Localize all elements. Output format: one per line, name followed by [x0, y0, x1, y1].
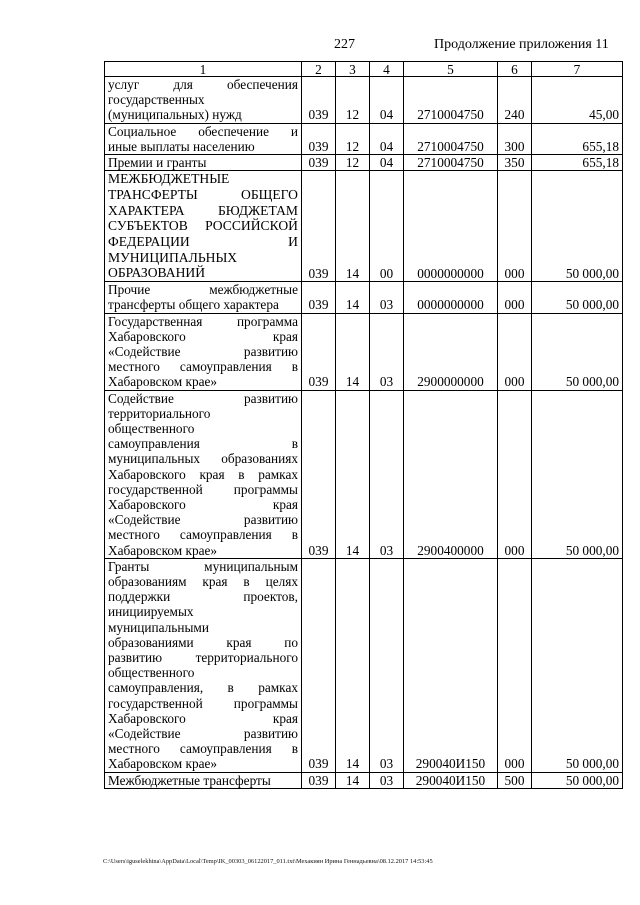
column-number-row	[105, 62, 623, 77]
column-header-3: 3	[336, 62, 370, 77]
row-name-line: «Содействие развитию	[108, 726, 298, 742]
continuation-label: Продолжение приложения 11	[434, 37, 609, 52]
row-name-cell	[105, 155, 302, 171]
expense-type-cell: 300	[498, 123, 532, 154]
target-article-cell: 290040И150	[404, 772, 498, 788]
row-name-line: Гранты муниципальным	[108, 558, 298, 574]
row-name-line: Государственная программа	[108, 313, 298, 329]
row-name-line: образованиями края по	[108, 634, 298, 650]
column-header-7: 7	[532, 62, 623, 77]
row-name-cell	[105, 77, 302, 124]
row-name-line: иные выплаты населению	[108, 138, 255, 154]
row-name-cell	[105, 171, 302, 282]
row-name-line: (муниципальных) нужд	[108, 107, 242, 123]
row-name-line: Премии и гранты	[108, 155, 207, 171]
admin-code-cell: 039	[302, 390, 336, 558]
table-row	[105, 171, 623, 282]
expense-type-cell: 000	[498, 171, 532, 282]
row-name-line: Хабаровского края	[108, 710, 298, 726]
target-article-cell: 0000000000	[404, 282, 498, 313]
row-name-line: услуг для обеспечения	[108, 77, 298, 92]
section-code-cell: 12	[336, 77, 370, 124]
row-name-cell	[105, 558, 302, 772]
table-row	[105, 313, 623, 390]
amount-cell: 50 000,00	[532, 390, 623, 558]
row-name-line: местного самоуправления в	[108, 359, 298, 375]
target-article-cell: 2710004750	[404, 123, 498, 154]
admin-code-cell: 039	[302, 155, 336, 171]
target-article-cell: 2710004750	[404, 77, 498, 124]
row-name-cell	[105, 123, 302, 154]
row-name-line: государственных	[108, 92, 205, 108]
page-number: 227	[334, 37, 355, 52]
table-row	[105, 123, 623, 154]
row-name-line: образованиям края в целях	[108, 574, 298, 589]
row-name-line: местного самоуправления в	[108, 741, 298, 757]
row-name-cell	[105, 313, 302, 390]
row-name-line: развитию территориального	[108, 650, 298, 666]
section-code-cell: 12	[336, 123, 370, 154]
row-name-line: муниципальных образованиях	[108, 451, 298, 467]
row-name-line: Содействие развитию	[108, 390, 298, 406]
row-name-line: СУБЪЕКТОВ РОССИЙСКОЙ	[108, 218, 298, 234]
admin-code-cell: 039	[302, 772, 336, 788]
section-code-cell: 14	[336, 282, 370, 313]
subsection-code-cell: 03	[370, 558, 404, 772]
amount-cell: 50 000,00	[532, 772, 623, 788]
section-code-cell: 14	[336, 171, 370, 282]
column-header-6: 6	[498, 62, 532, 77]
admin-code-cell: 039	[302, 123, 336, 154]
column-header-4: 4	[370, 62, 404, 77]
admin-code-cell: 039	[302, 282, 336, 313]
row-name-line: Хабаровском крае»	[108, 756, 218, 772]
subsection-code-cell: 03	[370, 313, 404, 390]
row-name-cell	[105, 390, 302, 558]
subsection-code-cell: 00	[370, 171, 404, 282]
row-name-line: ХАРАКТЕРА БЮДЖЕТАМ	[108, 202, 298, 218]
row-name-line: местного самоуправления в	[108, 527, 298, 543]
amount-cell: 50 000,00	[532, 171, 623, 282]
row-name-line: общественного	[108, 420, 195, 436]
expense-type-cell: 240	[498, 77, 532, 124]
table-row	[105, 155, 623, 171]
target-article-cell: 2710004750	[404, 155, 498, 171]
row-name-line: ОБРАЗОВАНИЙ	[108, 265, 206, 281]
row-name-line: поддержки проектов,	[108, 589, 298, 605]
row-name-line: Прочие межбюджетные	[108, 282, 298, 298]
amount-cell: 50 000,00	[532, 313, 623, 390]
row-name-line: «Содействие развитию	[108, 343, 298, 359]
target-article-cell: 290040И150	[404, 558, 498, 772]
target-article-cell: 2900400000	[404, 390, 498, 558]
expense-type-cell: 000	[498, 390, 532, 558]
subsection-code-cell: 04	[370, 123, 404, 154]
row-name-line: Хабаровском крае»	[108, 542, 218, 558]
table-row	[105, 772, 623, 788]
budget-table	[104, 61, 623, 789]
row-name-line: Хабаровского края	[108, 496, 298, 512]
row-name-line: инициируемых	[108, 604, 194, 620]
row-name-line: Хабаровском крае»	[108, 374, 218, 390]
row-name-line: трансферты общего характера	[108, 297, 279, 313]
row-name-line: общественного	[108, 665, 195, 681]
row-name-line: МУНИЦИПАЛЬНЫХ	[108, 249, 238, 265]
table-row	[105, 77, 623, 124]
expense-type-cell: 500	[498, 772, 532, 788]
table-row	[105, 558, 623, 772]
row-name-line: Межбюджетные трансферты	[108, 772, 271, 788]
row-name-line: самоуправления, в рамках	[108, 680, 298, 696]
admin-code-cell: 039	[302, 558, 336, 772]
admin-code-cell: 039	[302, 313, 336, 390]
row-name-line: Хабаровского края	[108, 328, 298, 344]
row-name-line: Хабаровского края в рамках	[108, 466, 298, 482]
row-name-line: территориального	[108, 405, 211, 421]
section-code-cell: 14	[336, 313, 370, 390]
row-name-line: Социальное обеспечение и	[108, 123, 298, 139]
column-header-2: 2	[302, 62, 336, 77]
row-name-line: государственной программы	[108, 481, 298, 497]
subsection-code-cell: 04	[370, 155, 404, 171]
row-name-line: государственной программы	[108, 695, 298, 711]
row-name-line: МЕЖБЮДЖЕТНЫЕ	[108, 171, 230, 187]
row-name-cell	[105, 282, 302, 313]
section-code-cell: 14	[336, 772, 370, 788]
section-code-cell: 12	[336, 155, 370, 171]
subsection-code-cell: 03	[370, 390, 404, 558]
expense-type-cell: 000	[498, 313, 532, 390]
amount-cell: 50 000,00	[532, 282, 623, 313]
amount-cell: 655,18	[532, 155, 623, 171]
row-name-line: муниципальными	[108, 619, 209, 635]
subsection-code-cell: 04	[370, 77, 404, 124]
table-row	[105, 390, 623, 558]
amount-cell: 50 000,00	[532, 558, 623, 772]
row-name-line: ТРАНСФЕРТЫ ОБЩЕГО	[108, 186, 298, 202]
row-name-line: «Содействие развитию	[108, 512, 298, 528]
amount-cell: 655,18	[532, 123, 623, 154]
subsection-code-cell: 03	[370, 772, 404, 788]
file-path-footer: C:\Users\iguselekhina\AppData\Local\Temp\IK_00303_06122017_011.txt\Мехакиян Ирина Геннадьевна\08.12.2017 14:53:45	[103, 858, 433, 865]
expense-type-cell: 000	[498, 282, 532, 313]
row-name-line: ФЕДЕРАЦИИ И	[108, 234, 298, 250]
row-name-cell	[105, 772, 302, 788]
admin-code-cell: 039	[302, 171, 336, 282]
expense-type-cell: 000	[498, 558, 532, 772]
subsection-code-cell: 03	[370, 282, 404, 313]
table-row	[105, 282, 623, 313]
row-name-line: самоуправления в	[108, 436, 298, 452]
column-header-1: 1	[105, 62, 302, 77]
target-article-cell: 2900000000	[404, 313, 498, 390]
column-header-5: 5	[404, 62, 498, 77]
expense-type-cell: 350	[498, 155, 532, 171]
section-code-cell: 14	[336, 558, 370, 772]
admin-code-cell: 039	[302, 77, 336, 124]
target-article-cell: 0000000000	[404, 171, 498, 282]
section-code-cell: 14	[336, 390, 370, 558]
amount-cell: 45,00	[532, 77, 623, 124]
